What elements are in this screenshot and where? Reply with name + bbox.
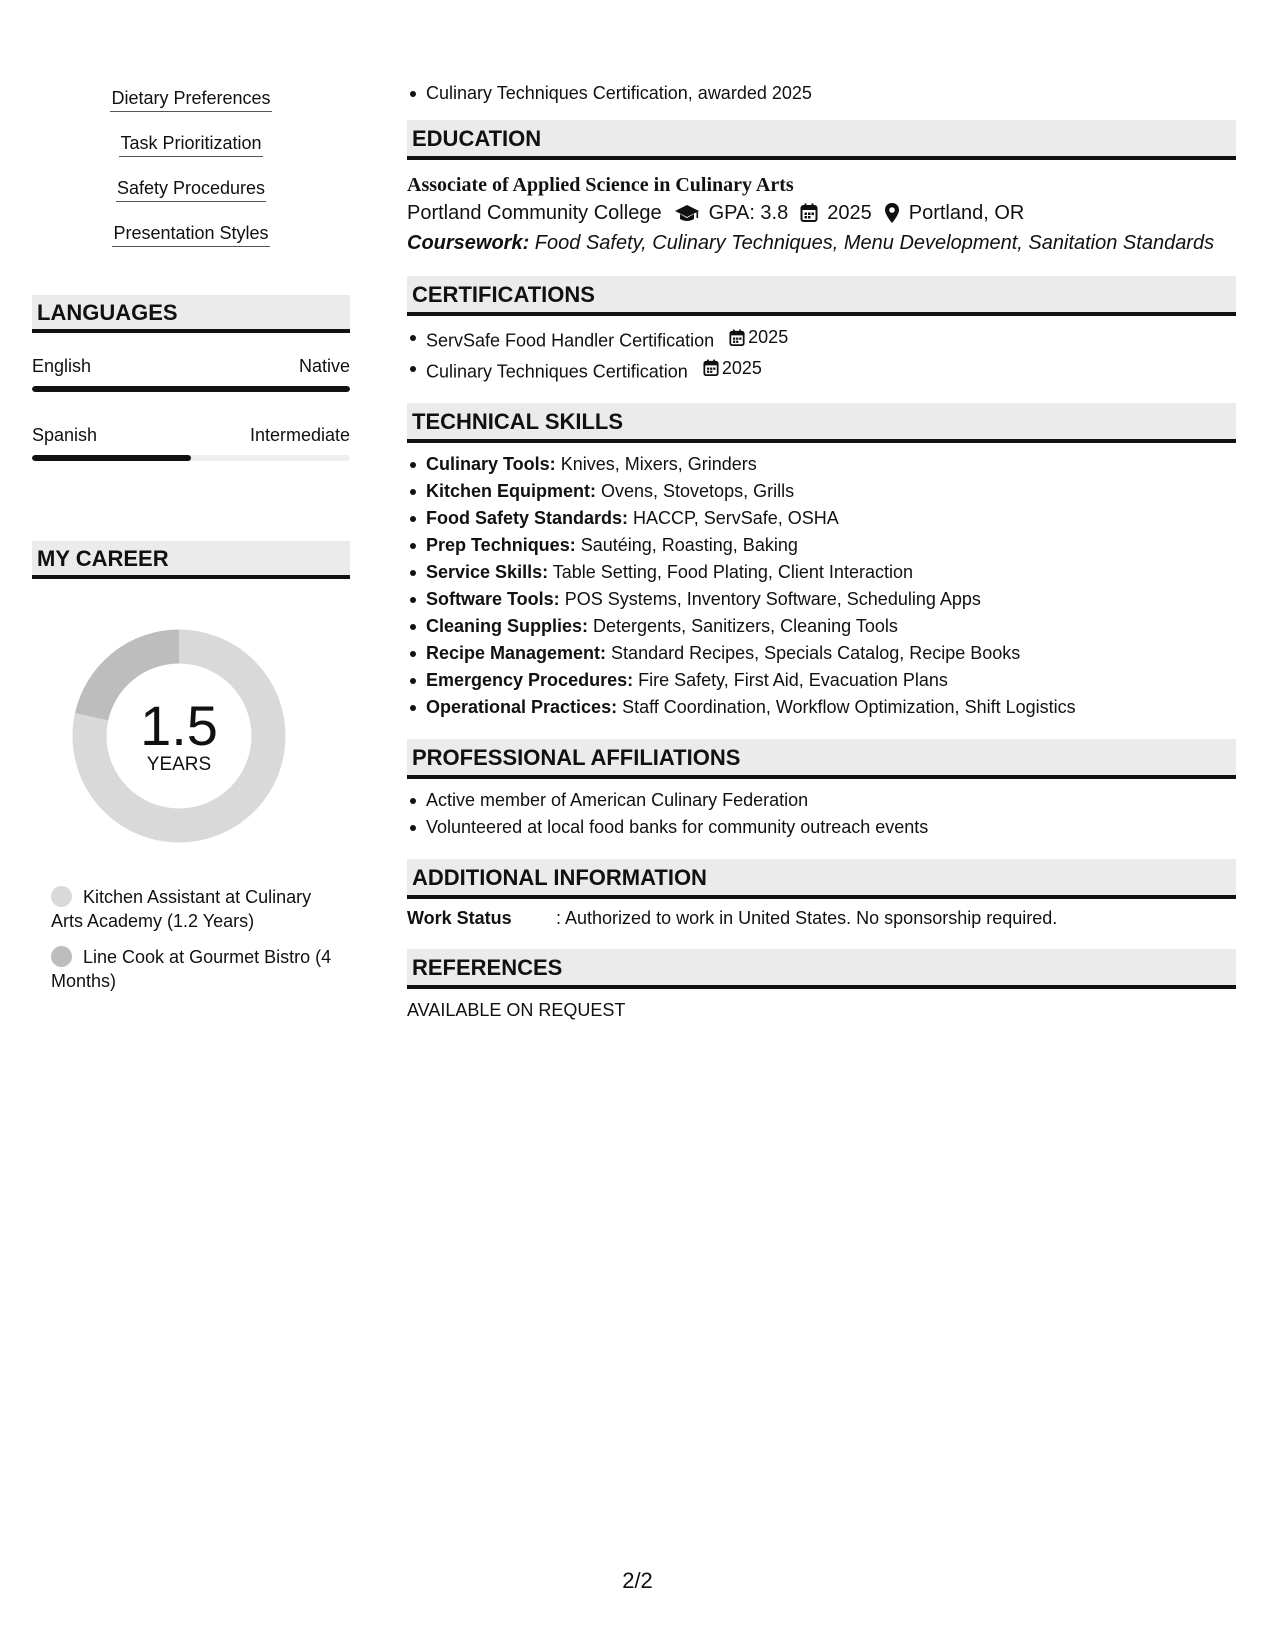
- additional-info-section: [407, 859, 1236, 931]
- education-coursework: [407, 228, 1236, 258]
- skill-item: [407, 505, 1236, 532]
- career-legend-item: [51, 885, 332, 933]
- skill-value: Ovens, Stovetops, Grills: [596, 481, 795, 501]
- education-year: 2025: [827, 202, 872, 224]
- calendar-icon: [800, 203, 818, 223]
- education-gpa: GPA: 3.8: [708, 202, 789, 224]
- skill-label: Software Tools:: [426, 589, 560, 609]
- coursework-text: Food Safety, Culinary Techniques, Menu Development, Sanitation Standards: [529, 232, 1215, 254]
- language-item: [32, 424, 350, 461]
- calendar-icon: [703, 359, 719, 377]
- career-legend-item: [51, 945, 332, 993]
- languages-list: [32, 355, 350, 461]
- certifications-heading: CERTIFICATIONS: [407, 276, 1236, 316]
- skill-item: [407, 559, 1236, 586]
- career-legend-label: Line Cook at Gourmet Bistro (4 Months): [51, 947, 332, 991]
- skill-item: [407, 694, 1236, 721]
- coursework-label: Coursework:: [407, 232, 530, 254]
- references-text: AVAILABLE ON REQUEST: [407, 1000, 626, 1020]
- language-level: Native: [298, 356, 350, 376]
- skill-item: [407, 532, 1236, 559]
- skill-value: POS Systems, Inventory Software, Scheduling Apps: [559, 589, 981, 609]
- skill-label: Culinary Tools:: [426, 454, 556, 474]
- certification-year: 2025: [748, 327, 789, 347]
- skill-label: Service Skills:: [426, 562, 549, 582]
- skill-label: Operational Practices:: [426, 697, 618, 717]
- language-bar-fill: [32, 455, 191, 461]
- career-donut-chart: [66, 623, 292, 849]
- skill-label: Recipe Management:: [426, 643, 607, 663]
- skill-label: Kitchen Equipment:: [426, 481, 596, 501]
- calendar-icon: [729, 329, 745, 347]
- interest-tag: Task Prioritization: [119, 131, 262, 157]
- technical-skills-section: [407, 403, 1236, 721]
- references-section: [407, 949, 1236, 1023]
- skill-item: [407, 451, 1236, 478]
- skill-value: Sautéing, Roasting, Baking: [575, 535, 798, 555]
- language-bar: [32, 455, 350, 461]
- skill-label: Cleaning Supplies:: [426, 616, 589, 636]
- language-name: English: [32, 356, 92, 376]
- skill-value: Detergents, Sanitizers, Cleaning Tools: [588, 616, 898, 636]
- skill-item: [407, 478, 1236, 505]
- skill-item: [407, 640, 1236, 667]
- graduation-cap-icon: [674, 203, 700, 223]
- skill-label: Food Safety Standards:: [426, 508, 629, 528]
- skill-item: [407, 613, 1236, 640]
- language-bar-fill: [32, 386, 350, 392]
- skill-value: Standard Recipes, Specials Catalog, Recipe Books: [606, 643, 1021, 663]
- technical-skills-heading: TECHNICAL SKILLS: [407, 403, 1236, 443]
- education-school: Portland Community College: [407, 202, 662, 224]
- additional-info-heading: ADDITIONAL INFORMATION: [407, 859, 1236, 899]
- education-section: [407, 120, 1236, 258]
- skill-value: Table Setting, Food Plating, Client Interaction: [548, 562, 913, 582]
- skill-value: Fire Safety, First Aid, Evacuation Plans: [633, 670, 948, 690]
- affiliation-item: Active member of American Culinary Federation: [407, 787, 1236, 814]
- skill-value: HACCP, ServSafe, OSHA: [628, 508, 839, 528]
- legend-dot-icon: [51, 886, 72, 907]
- work-status-label: Work Status: [407, 908, 512, 928]
- career-heading: MY CAREER: [32, 541, 350, 579]
- language-level: Intermediate: [249, 425, 350, 445]
- career-total-value: 1.5: [140, 694, 218, 757]
- education-location: Portland, OR: [908, 202, 1025, 224]
- certification-name: Culinary Techniques Certification: [426, 361, 688, 381]
- career-legend: [32, 885, 332, 993]
- skill-value: Knives, Mixers, Grinders: [555, 454, 757, 474]
- interest-tag: Safety Procedures: [116, 176, 266, 202]
- list-item: Culinary Techniques Certification, awarded 2025: [407, 80, 1236, 107]
- language-name: Spanish: [32, 425, 98, 445]
- languages-heading: LANGUAGES: [32, 295, 350, 333]
- interest-tag: Dietary Preferences: [110, 86, 271, 112]
- affiliation-item: Volunteered at local food banks for community outreach events: [407, 814, 1236, 841]
- certification-name: ServSafe Food Handler Certification: [426, 330, 715, 351]
- interest-tag: Presentation Styles: [112, 221, 269, 247]
- certification-year: 2025: [721, 357, 762, 378]
- skill-label: Emergency Procedures:: [426, 670, 634, 690]
- education-meta: [407, 198, 1236, 228]
- right-column: [407, 80, 1236, 1023]
- page-number: 2/2: [622, 1568, 653, 1593]
- skill-item: [407, 586, 1236, 613]
- interests-list: [32, 86, 350, 266]
- work-status-row: [407, 905, 1236, 931]
- skill-value: Staff Coordination, Workflow Optimization, Shift Logistics: [617, 697, 1076, 717]
- education-degree: Associate of Applied Science in Culinary Arts: [407, 174, 794, 196]
- location-pin-icon: [884, 202, 900, 224]
- skill-item: [407, 667, 1236, 694]
- affiliations-heading: PROFESSIONAL AFFILIATIONS: [407, 739, 1236, 779]
- career-total-unit: YEARS: [146, 754, 212, 775]
- certifications-section: [407, 276, 1236, 385]
- certification-item: [407, 324, 1236, 355]
- affiliations-section: [407, 739, 1236, 841]
- education-heading: EDUCATION: [407, 120, 1236, 160]
- certification-item: [407, 355, 1236, 386]
- references-heading: REFERENCES: [407, 949, 1236, 989]
- left-column: [32, 86, 350, 1005]
- legend-dot-icon: [51, 946, 72, 967]
- language-item: [32, 355, 350, 392]
- language-bar: [32, 386, 350, 392]
- work-status-value: : Authorized to work in United States. No sponsorship required.: [556, 908, 1058, 928]
- skill-label: Prep Techniques:: [426, 535, 576, 555]
- career-legend-label: Kitchen Assistant at Culinary Arts Academy (1.2 Years): [51, 887, 312, 931]
